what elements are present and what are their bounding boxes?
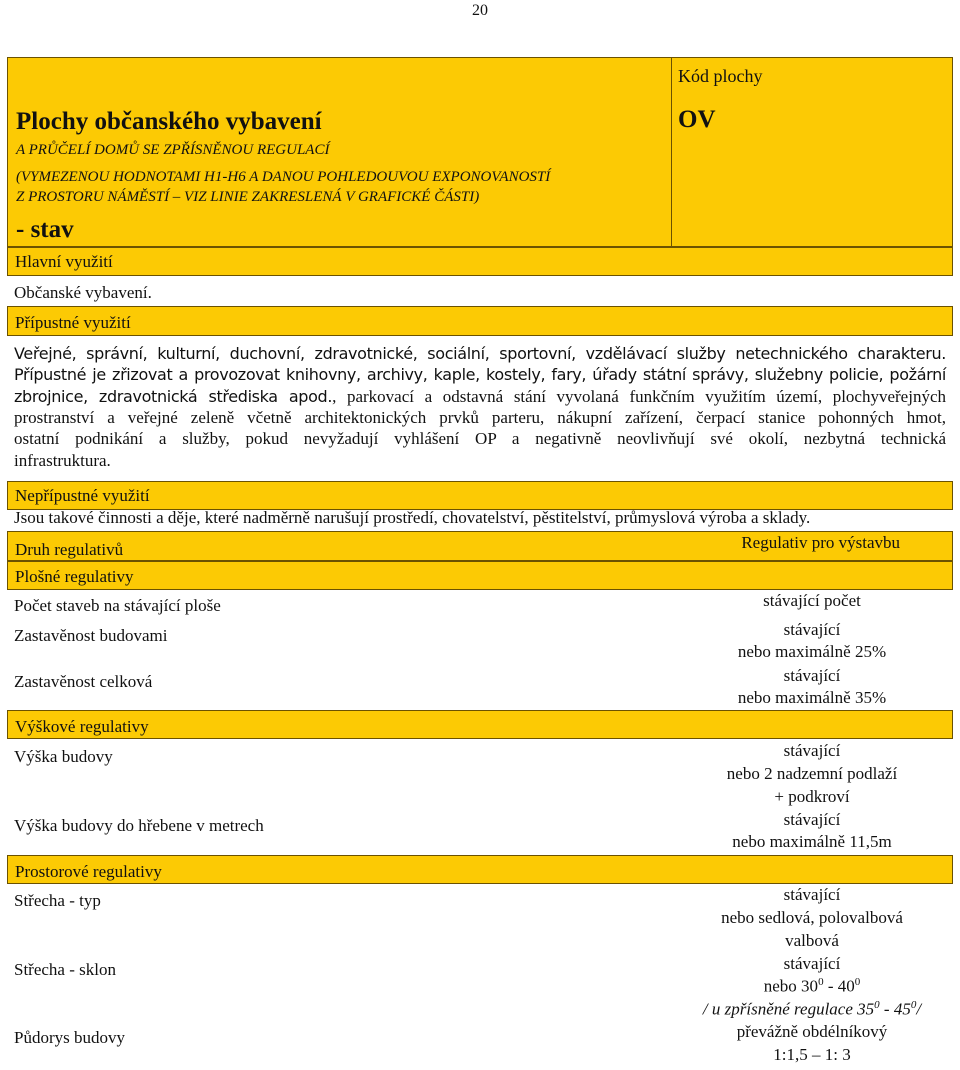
strecha-sklon-value-1: stávající (783, 954, 841, 973)
subtitle-line-2: (VYMEZENOU HODNOTAMI H1-H6 A DANOU POHLEDOUVOU EXPONOVANOSTÍ (16, 169, 551, 185)
degree-sup-2: 0 (854, 976, 861, 988)
zastavenost-celkova-value-2: nebo maximálně 35% (737, 688, 887, 707)
pripustne-vyuziti-text-b (14, 386, 946, 471)
zastavenost-celkova-value-1: stávající (783, 666, 841, 685)
page-title: Plochy občanského vybavení (16, 108, 322, 135)
vyska-hrebene-value-2: nebo maximálně 11,5m (732, 832, 892, 851)
nepripustne-vyuziti-label: Nepřípustné využití (15, 486, 150, 505)
strecha-sklon-value-3 (672, 999, 952, 1020)
strecha-typ-label: Střecha - typ (14, 891, 101, 910)
header-block (7, 57, 953, 247)
zastavenost-budovami-value-2: nebo maximálně 25% (737, 642, 887, 661)
vyska-budovy-label: Výška budovy (14, 747, 113, 766)
strecha-sklon-label: Střecha - sklon (14, 960, 116, 979)
pripustne-line-4: prostranství a veřejné zeleně včetně architektonických prvků parteru, nákupní zařízení, čerpací stanice pohonných hmot, (14, 408, 946, 428)
vyska-budovy-value-1: stávající (783, 741, 841, 760)
kod-plochy-value: OV (678, 106, 716, 133)
band-nepripustne-vyuziti (7, 481, 953, 510)
kod-plochy-label: Kód plochy (678, 66, 763, 86)
zastavenost-budovami-value-1: stávající (783, 620, 841, 639)
zprisnena-end: / (916, 999, 922, 1019)
sklon-min: nebo 30 (763, 976, 819, 996)
regulativ-pro-vystavbu-label: Regulativ pro výstavbu (741, 533, 900, 552)
pudorys-value-2: 1:1,5 – 1: 3 (773, 1045, 851, 1064)
subtitle-line-3: Z PROSTORU NÁMĚSTÍ – VIZ LINIE ZAKRESLENÁ V GRAFICKÉ ČÁSTI) (16, 189, 480, 205)
pripustne-line-3b: , parkovací a odstavná stání vyvolaná funkčním využitím území, plochyveřejných (332, 387, 946, 406)
strecha-typ-value-3: valbová (785, 931, 839, 950)
pripustne-line-1: Veřejné, správní, kulturní, duchovní, zdravotnické, sociální, sportovní, vzdělávací služby netechnického charakteru. (14, 344, 946, 363)
band-pripustne-vyuziti (7, 306, 953, 336)
vyskove-regulativy-label: Výškové regulativy (15, 717, 149, 736)
prostorove-regulativy-label: Prostorové regulativy (15, 862, 162, 881)
zprisnena-min: / u zpřísněné regulace 35 (702, 999, 875, 1019)
vyska-hrebene-value-1: stávající (783, 810, 841, 829)
pocet-staveb-value: stávající počet (763, 591, 861, 610)
band-plosne-regulativy (7, 561, 953, 590)
zastavenost-celkova-label: Zastavěnost celková (14, 672, 153, 691)
band-vyskove-regulativy (7, 710, 953, 739)
strecha-sklon-value-2 (672, 976, 952, 997)
degree-sup-4: 0 (910, 999, 917, 1011)
band-hlavni-vyuziti (7, 247, 953, 276)
band-druh-regulativu (7, 531, 953, 561)
degree-sup-3: 0 (874, 999, 880, 1011)
hlavni-vyuziti-text: Občanské vybavení. (14, 283, 152, 302)
pocet-staveb-label: Počet staveb na stávající ploše (14, 596, 221, 615)
band-prostorove-regulativy (7, 855, 953, 884)
vyska-budovy-value-3: + podkroví (774, 787, 850, 806)
pripustne-vyuziti-text (14, 343, 946, 385)
zastavenost-budovami-label: Zastavěnost budovami (14, 626, 168, 645)
plosne-regulativy-label: Plošné regulativy (15, 567, 134, 586)
sklon-max: - 40 (823, 976, 855, 996)
nepripustne-vyuziti-text: Jsou takové činnosti a děje, které nadměrně narušují prostředí, chovatelství, pěstitelství, průmyslová výroba a sklady. (14, 508, 811, 527)
pripustne-line-3a: zbrojnice, zdravotnická střediska apod. (14, 387, 333, 406)
pripustne-line-5: ostatní podnikání a služby, pokud nevyžadují vyhlášení OP a negativně neovlivňují své okolí, nezbytná technická (14, 429, 946, 449)
pripustne-line-6: infrastruktura. (14, 450, 111, 470)
vyska-hrebene-label: Výška budovy do hřebene v metrech (14, 816, 264, 835)
zprisnena-max: - 45 (879, 999, 911, 1019)
vyska-budovy-value-2: nebo 2 nadzemní podlaží (726, 764, 898, 783)
pripustne-vyuziti-label: Přípustné využití (15, 313, 131, 332)
strecha-typ-value-2: nebo sedlová, polovalbová (721, 908, 903, 927)
hlavni-vyuziti-label: Hlavní využití (15, 252, 113, 271)
pripustne-line-2: Přípustné je zřizovat a provozovat knihovny, archivy, kaple, kostely, fary, úřady státní správy, služebny policie, požární (14, 365, 946, 385)
strecha-typ-value-1: stávající (783, 885, 841, 904)
page-number: 20 (472, 2, 488, 19)
header-title-cell (8, 58, 672, 246)
druh-regulativu-label: Druh regulativů (15, 540, 124, 559)
pudorys-label: Půdorys budovy (14, 1028, 125, 1047)
stav-label: - stav (16, 216, 74, 243)
header-code-cell (672, 58, 952, 246)
pudorys-value-1: převážně obdélníkový (736, 1022, 888, 1041)
pripustne-line-3 (14, 386, 946, 407)
degree-sup-1: 0 (818, 976, 824, 988)
subtitle-line-1: A PRŮČELÍ DOMŮ SE ZPŘÍSNĚNOU REGULACÍ (16, 142, 330, 158)
